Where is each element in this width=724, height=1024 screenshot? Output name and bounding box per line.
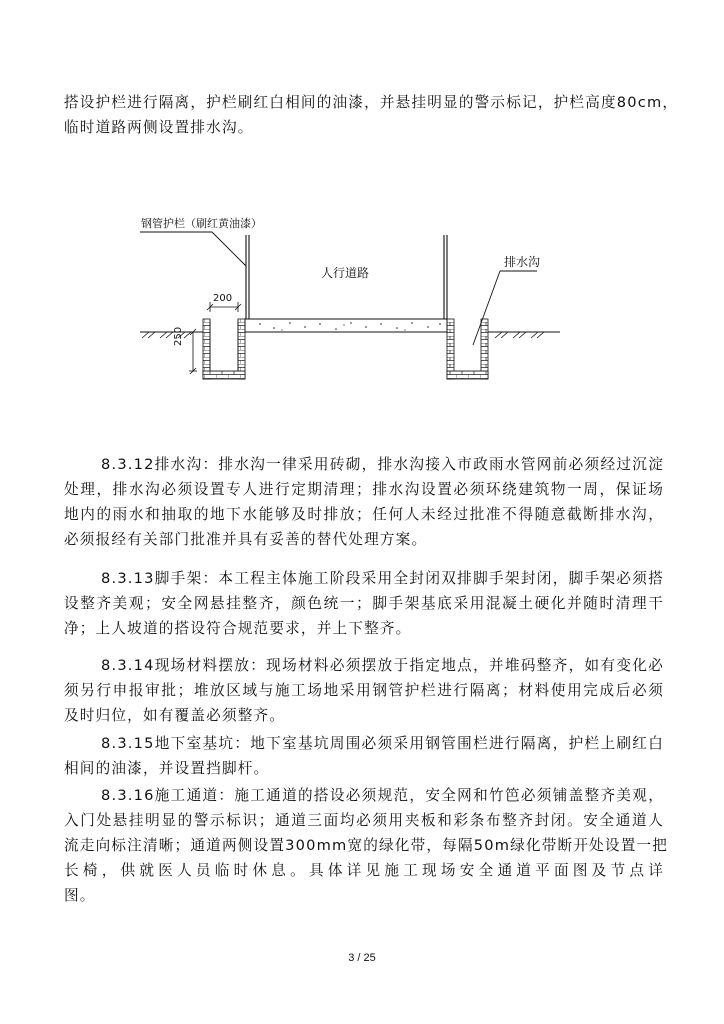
dimension-width-label: 200 [213,293,233,304]
section-8-3-14 [64,653,664,728]
paragraph-line: 8.3.12排水沟：排水沟一律采用砖砌，排水沟接入市政雨水管网前必须经过沉淀 [101,456,664,473]
paragraph-line: 净；上人坡道的搭设符合规范要求，并上下整齐。 [64,620,412,637]
section-8-3-13 [64,566,664,641]
paragraph-line: 及时归位，如有覆盖必须整齐。 [64,707,286,724]
soil-hatch-right [495,332,544,338]
paragraph-line: 流走向标注清晰；通道两侧设置300mm宽的绿化带，每隔50m绿化带断开处设置一把 [64,837,669,854]
label-pedestrian-road: 人行道路 [321,266,370,280]
section-8-3-16 [64,783,669,908]
label-steel-railing: 钢管护栏（刷红黄油漆） [141,217,262,230]
paragraph-line: 须另行申报审批；堆放区域与施工场地采用钢管护栏进行隔离；材料使用完成后必须 [64,682,664,699]
label-drainage-ditch: 排水沟 [504,255,541,269]
paragraph-line: 图。 [64,887,96,904]
paragraph-line: 8.3.13脚手架：本工程主体施工阶段采用全封闭双排脚手架封闭，脚手架必须搭 [101,570,664,587]
dimension-depth-label: 250 [173,326,184,346]
intro-line-1: 搭设护栏进行隔离，护栏刷红白相间的油漆，并悬挂明显的警示标记，护栏高度80cm， [64,94,679,111]
paragraph-line: 8.3.15地下室基坑：地下室基坑周围必须采用钢管围栏进行隔离，护栏上刷红白 [101,735,664,752]
section-8-3-12 [64,452,664,552]
paragraph-line: 设整齐美观；安全网悬挂整齐，颜色统一；脚手架基底采用混凝土硬化并随时清理干 [64,595,664,612]
paragraph-line: 长椅，供就医人员临时休息。具体详见施工现场安全通道平面图及节点详 [64,862,664,879]
page-number: 3 / 25 [348,952,376,964]
paragraph-line: 8.3.14现场材料摆放：现场材料必须摆放于指定地点，并堆码整齐，如有变化必 [101,657,664,674]
intro-line-2: 临时道路两侧设置排水沟。 [64,119,254,136]
paragraph-line: 相间的油漆，并设置挡脚杆。 [64,760,270,777]
paragraph-line: 地内的雨水和抽取的地下水能够及时排放；任何人未经过批准不得随意截断排水沟， [64,506,664,523]
left-ditch [203,319,245,379]
section-8-3-15 [64,731,664,781]
paragraph-line: 必须报经有关部门批准并具有妥善的替代处理方案。 [64,531,428,548]
paragraph-line: 处理，排水沟必须设置专人进行定期清理；排水沟设置必须环绕建筑物一周，保证场 [64,481,664,498]
dimension-lines [189,302,241,374]
paragraph-line: 入门处悬挂明显的警示标识；通道三面均必须用夹板和彩条布整齐封闭。安全通道人 [64,812,664,829]
road-slab [245,319,447,332]
paragraph-line: 8.3.16施工通道：施工通道的搭设必须规范，安全网和竹笆必须铺盖整齐美观， [101,787,664,804]
right-ditch [447,319,488,379]
